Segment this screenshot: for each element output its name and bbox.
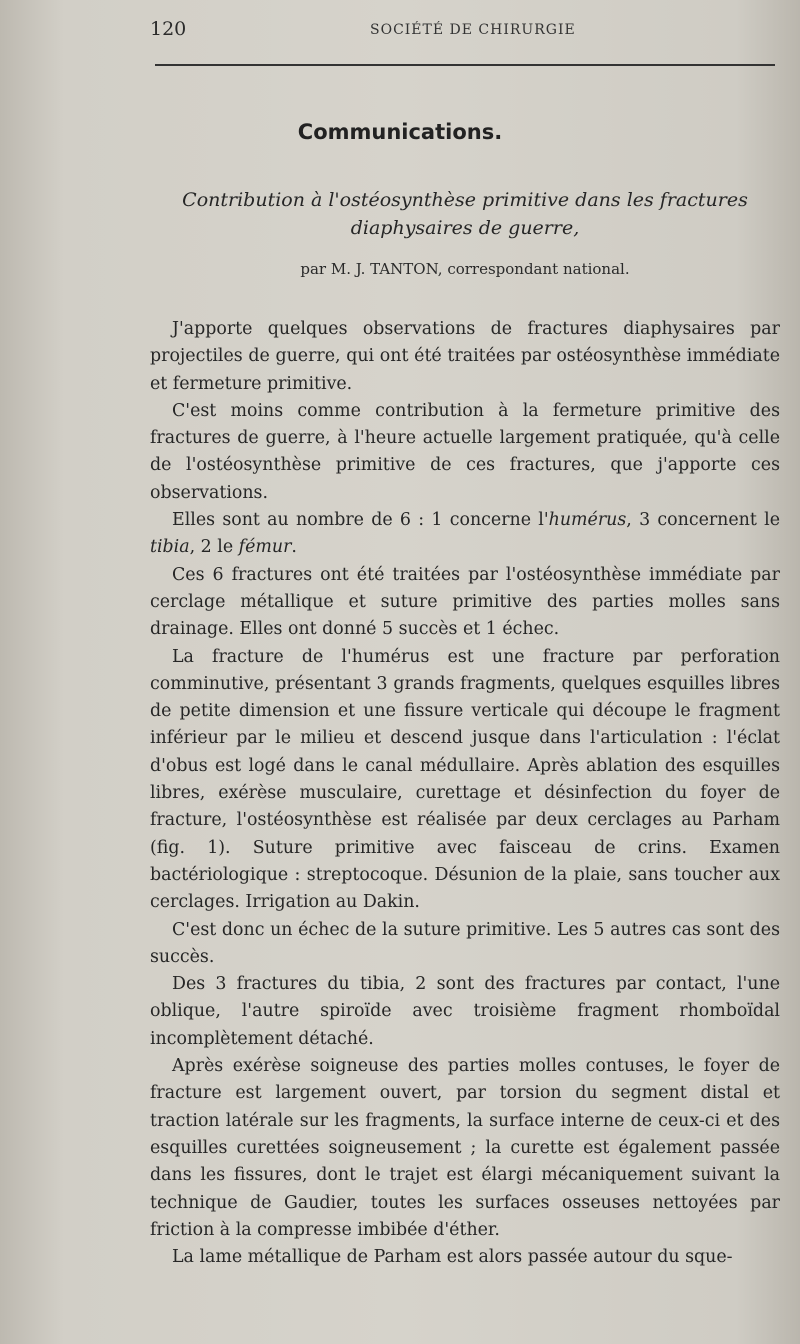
italic-term-femur: fémur <box>238 537 292 558</box>
paragraph: C'est donc un échec de la suture primitive. Les 5 autres cas sont des succès. <box>150 919 780 967</box>
article-body <box>150 316 780 1271</box>
italic-term-tibia: tibia <box>150 537 190 558</box>
text-run: , 3 concernent le <box>626 510 780 531</box>
italic-term-humerus: humérus <box>548 510 627 531</box>
byline-prefix: par M. J. <box>300 260 371 278</box>
paragraph: La fracture de l'humérus est une fracture par perforation comminutive, présentant 3 grands fragments, quelques esquilles libres de petite dimension et une fissure verticale qui découpe le fragment inférieur par le milieu et descend jusque dans l'articulation : l'éclat d'obus est logé dans le canal médullaire. Après ablation des esquilles libres, exérèse musculaire, curettage et désinfection du foyer de fracture, l'ostéosynthèse est réalisée par deux cerclages au Parham (fig. 1). Suture primitive avec faisceau de crins. Examen bactériologique : streptocoque. Désunion de la plaie, sans toucher aux cerclages. Irrigation au Dakin. <box>150 646 780 913</box>
section-title: Communications. <box>297 120 503 144</box>
page-number: 120 <box>150 18 187 40</box>
byline-suffix: , correspondant national. <box>437 260 630 278</box>
paragraph: Après exérèse soigneuse des parties molles contuses, le foyer de fracture est largement ouvert, par torsion du segment distal et traction latérale sur les fragments, la surface interne de ceux-ci et des esquilles curettées soigneusement ; la curette est également passée dans les fissures, dont le trajet est élargi mécaniquement suivant la technique de Gaudier, toutes les surfaces osseuses nettoyées par friction à la compresse imbibée d'éther. <box>150 1056 780 1240</box>
text-run: . <box>291 537 297 558</box>
text-run: , 2 le <box>189 537 239 558</box>
paragraph: Ces 6 fractures ont été traitées par l'ostéosynthèse immédiate par cerclage métallique et suture primitive des parties molles sans drainage. Elles ont donné 5 succès et 1 échec. <box>150 564 780 640</box>
text-run: Elles sont au nombre de 6 : 1 concerne l' <box>172 510 549 531</box>
byline <box>150 260 780 278</box>
article-title-line-1: Contribution à l'ostéosynthèse primitive dans les fractures <box>182 189 748 211</box>
paragraph: J'apporte quelques observations de fractures diaphysaires par projectiles de guerre, qui ont été traitées par ostéosynthèse immédiate et fermeture primitive. <box>150 319 780 394</box>
paragraph: Des 3 fractures du tibia, 2 sont des fractures par contact, l'une oblique, l'autre spiroïde avec troisième fragment rhomboïdal incomplètement détaché. <box>150 974 780 1049</box>
page-header <box>150 18 780 48</box>
paragraph <box>150 507 780 562</box>
paragraph: La lame métallique de Parham est alors passée autour du sque- <box>172 1247 733 1268</box>
paragraph: C'est moins comme contribution à la fermeture primitive des fractures de guerre, à l'heure actuelle largement pratiquée, qu'à celle de l'ostéosynthèse primitive de ces fractures, que j'apporte ces observations. <box>150 400 780 503</box>
running-head: SOCIÉTÉ DE CHIRURGIE <box>370 22 576 38</box>
header-rule <box>155 64 775 66</box>
author-name: TANTON <box>370 260 438 278</box>
article-title-line-2: diaphysaires de guerre, <box>350 217 580 239</box>
article-title <box>150 186 780 242</box>
